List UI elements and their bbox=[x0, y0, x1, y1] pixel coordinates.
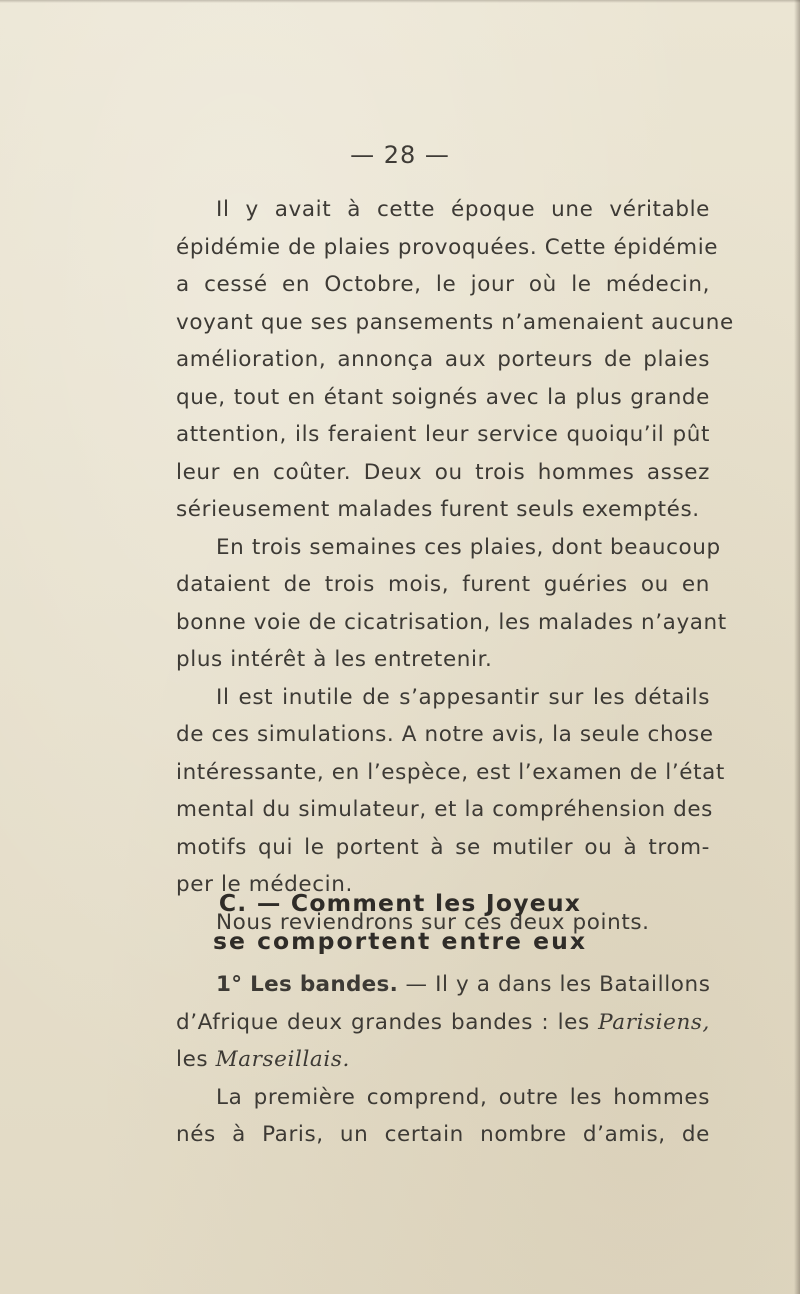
text-fragment: — Il y a dans les Bataillons bbox=[405, 972, 711, 997]
section-heading-line: C. — Comment les Joyeux bbox=[218, 889, 582, 917]
text-line bbox=[176, 1041, 710, 1079]
page-top-edge bbox=[0, 0, 800, 3]
body-text-lower bbox=[176, 966, 710, 1154]
subsection-label: 1° Les bandes. bbox=[216, 972, 399, 997]
italic-term: Marseillais. bbox=[215, 1047, 350, 1072]
text-line: nés à Paris, un certain nombre d’amis, de bbox=[176, 1122, 710, 1147]
text-fragment: les bbox=[176, 1047, 209, 1072]
text-line: En trois semaines ces plaies, dont beaucoup bbox=[216, 534, 721, 560]
text-line: a cessé en Octobre, le jour où le médecin, bbox=[176, 272, 710, 297]
body-text-upper bbox=[176, 191, 734, 941]
page-right-edge bbox=[794, 0, 800, 1294]
text-line: dataient de trois mois, furent guéries ou en bbox=[176, 572, 710, 597]
italic-term: Parisiens, bbox=[598, 1009, 710, 1035]
text-line: attention, ils feraient leur service quoiqu’il pût bbox=[176, 422, 710, 447]
text-line: motifs qui le portent à se mutiler ou à trom- bbox=[176, 834, 710, 860]
text-line: sérieusement malades furent seuls exemptés. bbox=[176, 497, 700, 522]
text-line: bonne voie de cicatrisation, les malades n’ayant bbox=[176, 609, 727, 635]
text-line: amélioration, annonça aux porteurs de plaies bbox=[176, 347, 710, 372]
text-line: de ces simulations. A notre avis, la seule chose bbox=[176, 722, 714, 747]
text-line: La première comprend, outre les hommes bbox=[216, 1084, 710, 1110]
section-heading-line: se comportent entre eux bbox=[213, 927, 587, 955]
section-heading bbox=[0, 884, 800, 960]
text-line: Nous reviendrons sur ces deux points. bbox=[216, 909, 650, 935]
text-line: intéressante, en l’espèce, est l’examen de l’état bbox=[176, 759, 725, 785]
text-line: épidémie de plaies provoquées. Cette épidémie bbox=[176, 234, 719, 260]
page-number: — 28 — bbox=[350, 141, 450, 169]
text-line: leur en coûter. Deux ou trois hommes assez bbox=[176, 459, 710, 485]
text-line bbox=[176, 1004, 710, 1042]
text-fragment: d’Afrique deux grandes bandes : les bbox=[176, 1009, 590, 1035]
text-line: voyant que ses pansements n’amenaient aucune bbox=[176, 309, 734, 335]
text-line: plus intérêt à les entretenir. bbox=[176, 647, 493, 672]
text-line bbox=[176, 966, 710, 1004]
text-line: mental du simulateur, et la compréhension des bbox=[176, 797, 713, 822]
text-line: que, tout en étant soignés avec la plus grande bbox=[176, 384, 710, 410]
text-line: per le médecin. bbox=[176, 872, 353, 897]
text-line: Il est inutile de s’appesantir sur les détails bbox=[216, 684, 710, 710]
text-line: Il y avait à cette époque une véritable bbox=[216, 197, 710, 222]
